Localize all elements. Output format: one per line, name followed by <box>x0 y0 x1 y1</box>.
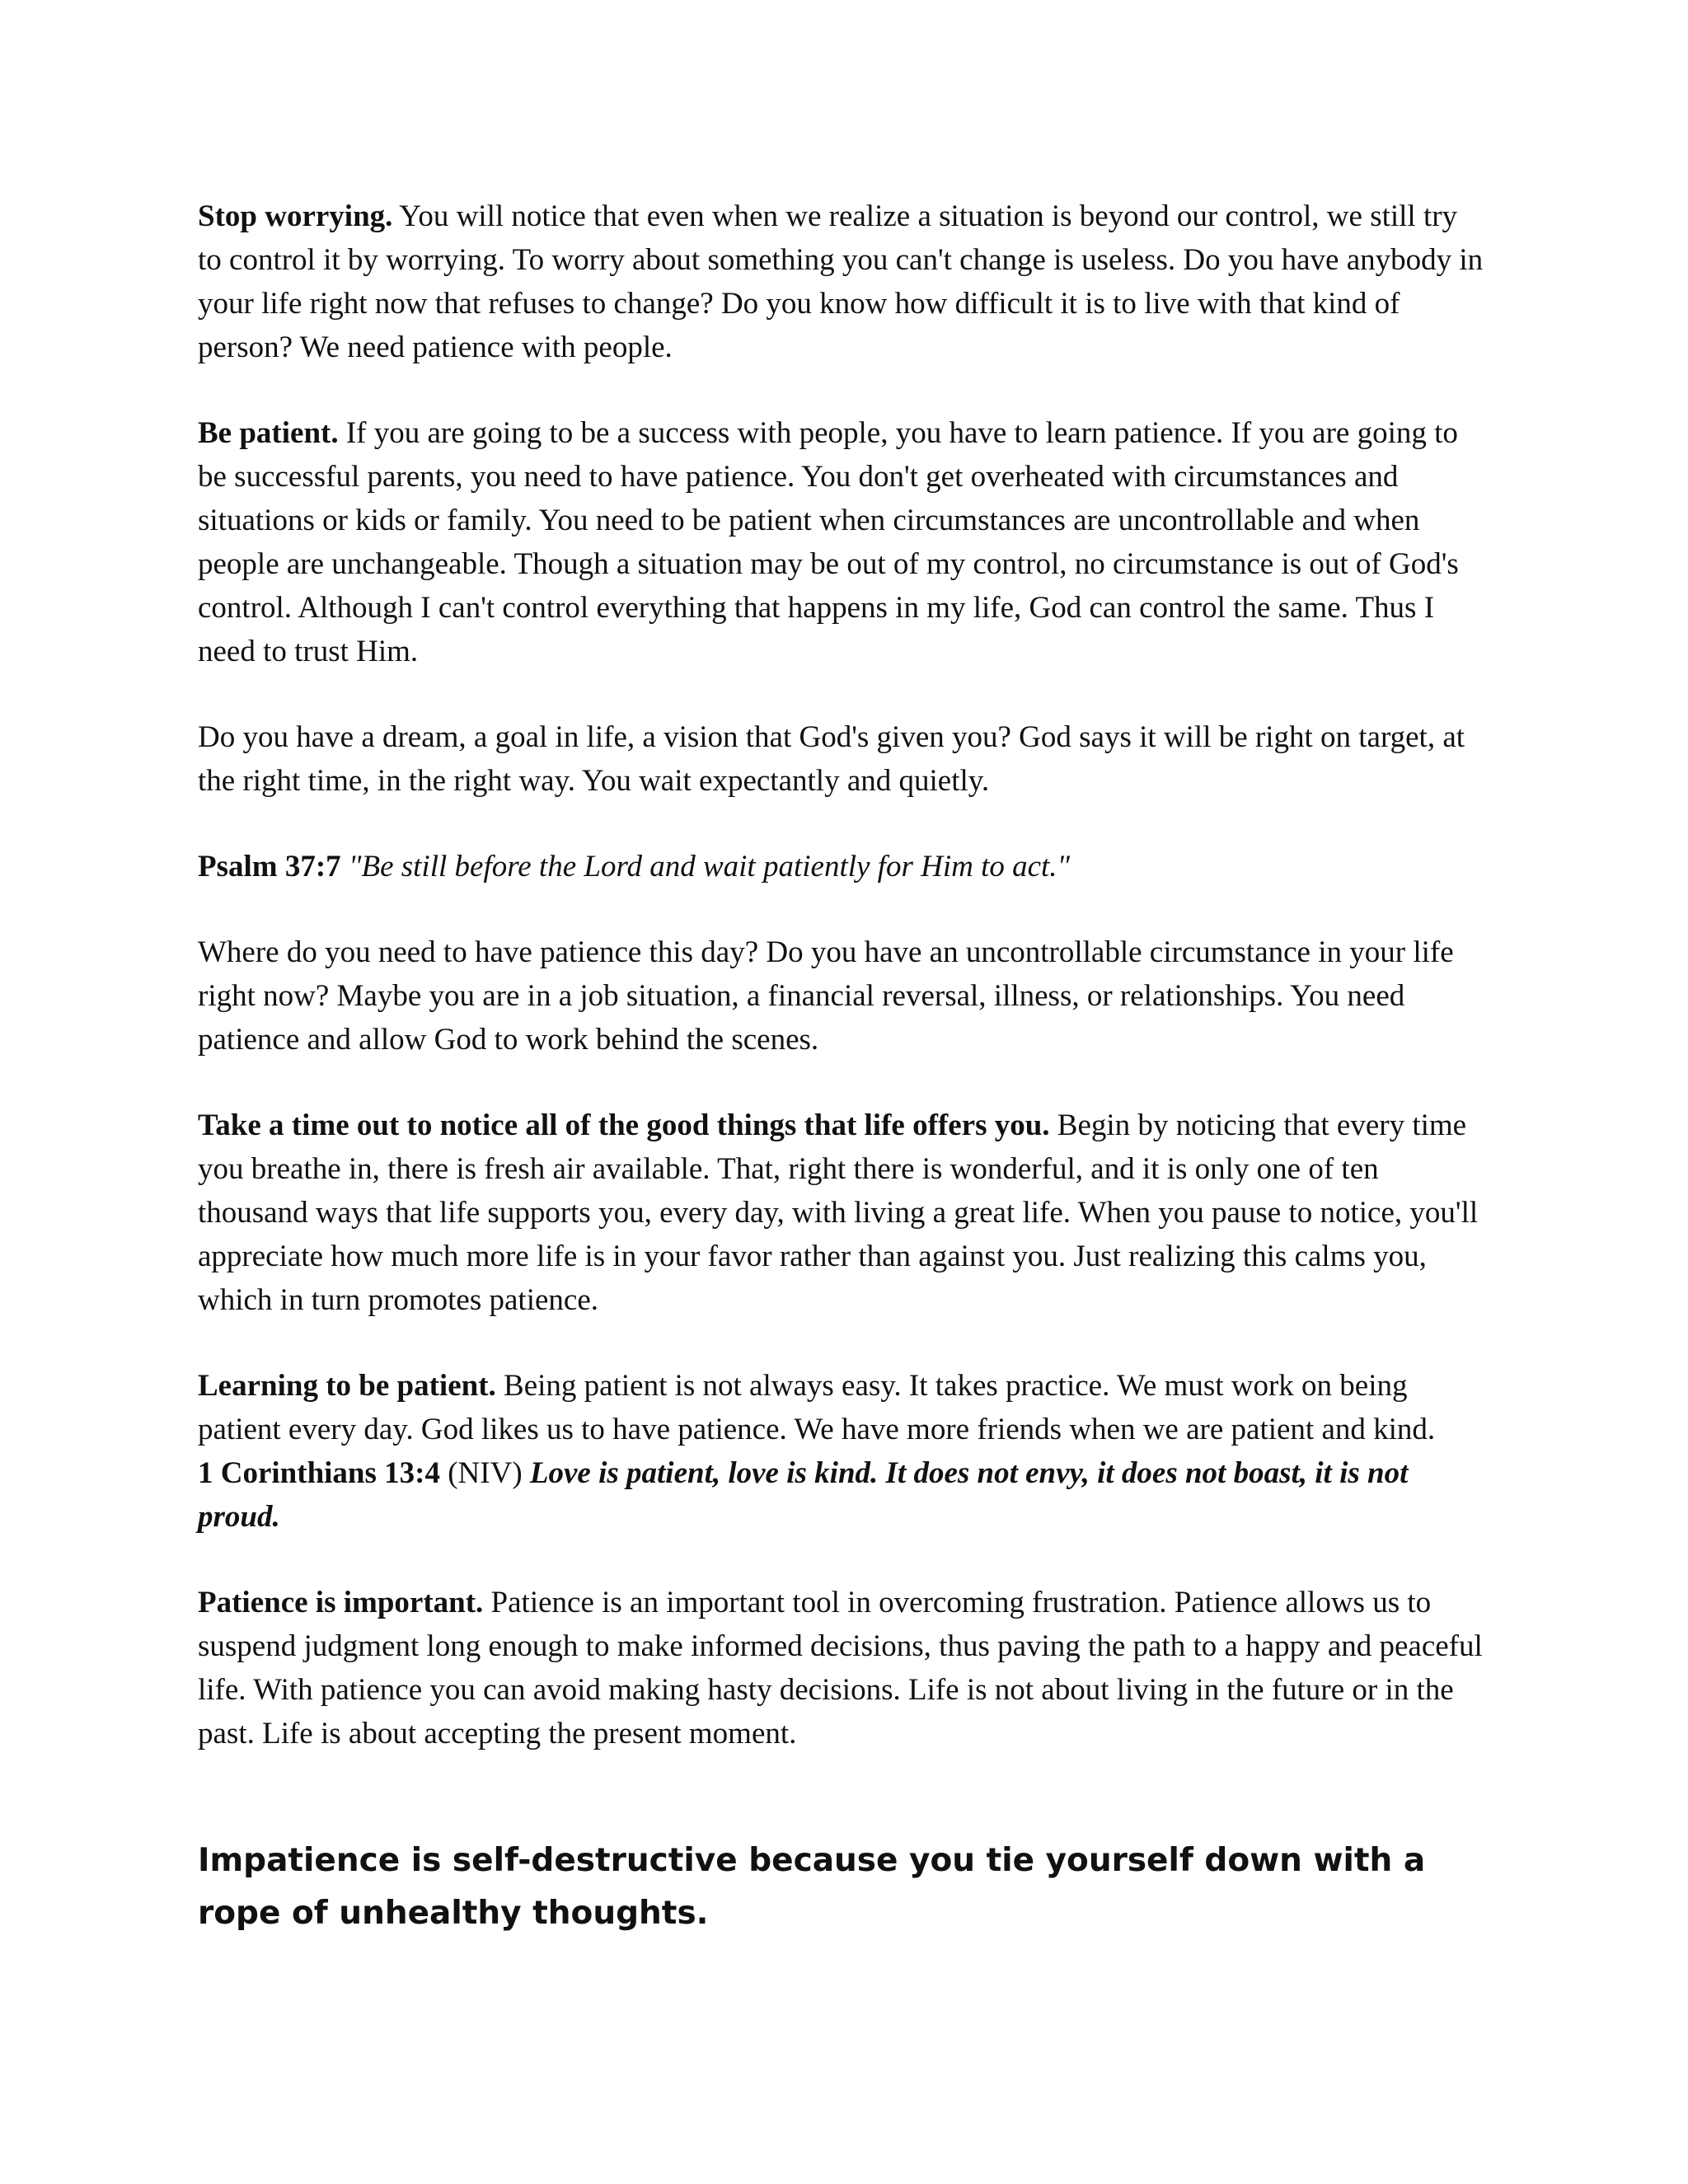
scripture-reference: 1 Corinthians 13:4 <box>198 1456 440 1490</box>
paragraph-text: Do you have a dream, a goal in life, a vision that God's given you? God says it will be right on target, at the right time, in the right way. You wait expectantly and quietly. <box>198 720 1465 798</box>
paragraph-where <box>198 930 1484 1062</box>
paragraph-lead: Be patient. <box>198 416 339 450</box>
scripture-quote: Love is patient, love is kind. It does not envy, it does not boast, it is not proud. <box>198 1456 1409 1534</box>
paragraph-text: Patience is an important tool in overcoming frustration. Patience allows us to suspend judgment long enough to make informed decisions, thus paving the path to a happy and peaceful life. With patience you can avoid making hasty decisions. Life is not about living in the future or in the past. Life is about accepting the present moment. <box>198 1586 1483 1750</box>
paragraph-text: Begin by noticing that every time you breathe in, there is fresh air available. That, right there is wonderful, and it is only one of ten thousand ways that life supports you, every day, with living a great life. When you pause to notice, you'll appreciate how much more life is in your favor rather than against you. Just realizing this calms you, which in turn promotes patience. <box>198 1108 1479 1317</box>
paragraph-text: Being patient is not always easy. It takes practice. We must work on being patient every day. God likes us to have patience. We have more friends when we are patient and kind. <box>198 1369 1436 1446</box>
paragraph-corinthians <box>198 1451 1484 1539</box>
paragraph-learning <box>198 1364 1484 1451</box>
paragraph-psalm <box>198 845 1484 888</box>
closing-statement: Impatience is self-destructive because you tie yourself down with a rope of unhealthy thoughts. <box>198 1842 1426 1932</box>
scripture-quote: "Be still before the Lord and wait patiently for Him to act." <box>348 850 1071 883</box>
paragraph-text: You will notice that even when we realize a situation is beyond our control, we still try to control it by worrying. To worry about something you can't change is useless. Do you have anybody in your life right now that refuses to change? Do you know how difficult it is to live with that kind of person? We need patience with people. <box>198 199 1484 364</box>
document-body <box>198 194 1484 1797</box>
paragraph-lead: Take a time out to notice all of the good things that life offers you. <box>198 1108 1050 1142</box>
paragraph-lead: Patience is important. <box>198 1586 484 1619</box>
scripture-reference: Psalm 37:7 <box>198 850 341 883</box>
paragraph-be-patient <box>198 411 1484 673</box>
paragraph-dream <box>198 715 1484 803</box>
paragraph-text: Where do you need to have patience this day? Do you have an uncontrollable circumstance in your life right now? Maybe you are in a job situation, a financial reversal, illness, or relationships. You need patience and allow God to work behind the scenes. <box>198 935 1454 1057</box>
paragraph-lead: Learning to be patient. <box>198 1369 496 1403</box>
paragraph-lead: Stop worrying. <box>198 199 393 233</box>
scripture-version: (NIV) <box>448 1456 523 1490</box>
paragraph-text: If you are going to be a success with people, you have to learn patience. If you are going to be successful parents, you need to have patience. You don't get overheated with circumstances and situations or kids or family. You need to be patient when circumstances are uncontrollable and when people are unchangeable. Though a situation may be out of my control, no circumstance is out of God's control. Although I can't control everything that happens in my life, God can control the same. Thus I need to trust Him. <box>198 416 1459 668</box>
paragraph-important <box>198 1581 1484 1755</box>
paragraph-stop-worrying <box>198 194 1484 369</box>
paragraph-time-out <box>198 1104 1484 1322</box>
